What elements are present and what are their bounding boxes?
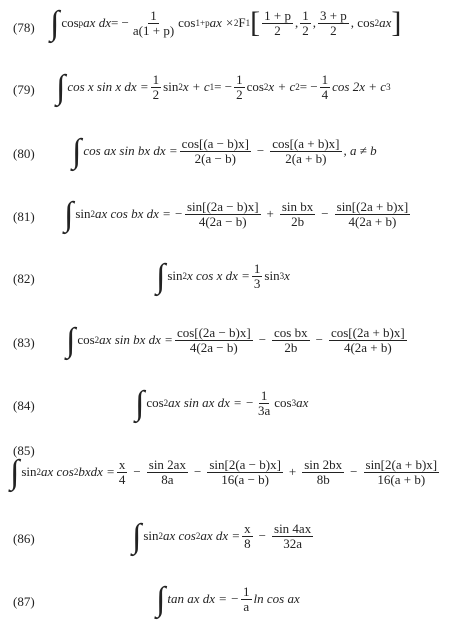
eq85-frac4-den: 8b xyxy=(316,471,330,487)
right-bracket: ] xyxy=(391,6,402,39)
eq86-frac2-den: 32a xyxy=(283,535,302,551)
eq87-lhs: tan ax dx = − xyxy=(167,591,240,606)
eq83-frac2-num: cos bx xyxy=(274,324,308,340)
eq79-lhs: cos x sin x dx = xyxy=(67,79,149,94)
eq85-frac1-num: x xyxy=(118,456,126,472)
eq85-frac1-den: 4 xyxy=(118,471,126,487)
eq79-c2: 2 xyxy=(295,82,300,92)
eq83-cos: cos xyxy=(77,332,95,347)
eq85-minus-2: − xyxy=(193,464,202,479)
eq79-equals-3: = − xyxy=(299,79,318,94)
eq85-power: 2 xyxy=(36,467,41,477)
eq84-rhs-var: ax xyxy=(296,395,309,410)
eq80-frac1-den: 2(a − b) xyxy=(194,150,236,166)
equation-80 xyxy=(72,134,377,168)
eq86-frac1-den: 8 xyxy=(244,535,251,551)
eq78-last: , cos xyxy=(350,15,375,30)
eq83-power: 2 xyxy=(94,335,100,345)
eq81-frac1-den: 4(2a − b) xyxy=(198,213,247,229)
integral-sign: ∫ xyxy=(10,454,20,491)
eq83-frac3-den: 4(2a + b) xyxy=(343,339,392,355)
integral-sign: ∫ xyxy=(132,518,142,555)
equation-number-84: (84) xyxy=(13,398,35,413)
eq79-c3: 3 xyxy=(386,82,391,92)
equation-number-81: (81) xyxy=(13,209,35,224)
eq81-frac2-den: 2b xyxy=(291,213,305,229)
eq85-frac5-num: sin[2(a + b)x] xyxy=(365,456,438,472)
eq85-frac5 xyxy=(364,458,440,487)
eq79-c1: 1 xyxy=(209,82,215,92)
eq85-plus: + xyxy=(288,464,297,479)
eq83-frac3-num: cos[(2a + b)x] xyxy=(330,324,405,340)
eq86-frac2-num: sin 4ax xyxy=(274,520,312,536)
eq78-integrand: cos xyxy=(61,15,79,30)
eq83-lhs: ax sin bx dx = xyxy=(99,332,173,347)
eq79-term3: cos 2x + c xyxy=(332,79,387,94)
eq78-power: p xyxy=(78,18,84,28)
eq81-frac3 xyxy=(335,200,411,229)
eq86-lhs: ax cos xyxy=(163,528,196,543)
eq79-frac3-den: 4 xyxy=(321,86,329,102)
eq79-frac1 xyxy=(151,73,162,102)
integral-sign: ∫ xyxy=(64,196,74,233)
eq85-frac2-den: 8a xyxy=(161,471,174,487)
eq85-lhs: ax cos xyxy=(41,464,74,479)
eq79-equals-2: = − xyxy=(214,79,233,94)
eq78-sub1: 1 xyxy=(245,18,251,28)
equation-79 xyxy=(56,70,391,104)
integral-sign: ∫ xyxy=(72,133,82,170)
eq82-frac-den: 3 xyxy=(253,275,261,291)
equation-number-83: (83) xyxy=(13,335,35,350)
equation-78: ∫ cos p ax dx = − $\frac{1}{a(1 + p)}$ cos 1+p ax × 2 F 1 [ $\frac{1 + p}{2}$ , $\frac{1}{2}$ , $\frac{3 + p}{2}$ , cos 2 ax ] xyxy=(50,5,402,42)
eq78-equals: = − xyxy=(110,15,129,30)
eq80-frac1-num: cos[(a − b)x] xyxy=(181,135,249,151)
eq87-frac xyxy=(241,585,252,614)
eq87-frac-num: 1 xyxy=(243,583,250,599)
eq78-arg3-den: 2 xyxy=(330,22,337,38)
eq82-rhs-power: 3 xyxy=(279,271,285,281)
eq84-lhs: ax sin ax dx = − xyxy=(168,395,254,410)
eq83-frac2 xyxy=(272,326,310,355)
equation-number-85: (85) xyxy=(13,443,35,458)
eq86-lhs-3: ax dx = xyxy=(200,528,241,543)
eq85-frac2-num: sin 2ax xyxy=(148,456,186,472)
eq86-power-2: 2 xyxy=(195,531,201,541)
eq82-rhs-var: x xyxy=(284,268,290,283)
eq78-cos-power: 1+p xyxy=(195,18,210,28)
eq81-frac3-den: 4(2a + b) xyxy=(348,213,397,229)
eq78-numerator: 1 xyxy=(150,7,157,23)
eq81-frac2-num: sin bx xyxy=(281,198,314,214)
eq87-frac-den: a xyxy=(243,598,250,614)
eq82-rhs-sin: sin xyxy=(264,268,280,283)
eq80-frac2-den: 2(a + b) xyxy=(285,150,327,166)
eq80-frac2-num: cos[(a + b)x] xyxy=(272,135,340,151)
eq82-power: 2 xyxy=(182,271,187,281)
eq83-frac1-num: cos[(2a − b)x] xyxy=(176,324,251,340)
eq85-frac4-num: sin 2bx xyxy=(304,456,343,472)
eq82-sin: sin xyxy=(167,268,183,283)
equation-83 xyxy=(66,323,409,357)
eq85-frac3-num: sin[2(a − b)x] xyxy=(209,456,281,472)
eq78-cos-arg: ax × xyxy=(209,15,234,30)
equation-number-86: (86) xyxy=(13,531,35,546)
eq79-frac3-num: 1 xyxy=(321,71,329,87)
eq81-plus: + xyxy=(266,206,274,221)
eq79-frac2-den: 2 xyxy=(236,86,243,102)
eq83-frac1-den: 4(2a − b) xyxy=(189,339,238,355)
eq78-arg1-num: 1 + p xyxy=(264,7,291,23)
eq81-sin: sin xyxy=(75,206,91,221)
eq82-frac xyxy=(252,262,263,291)
equation-number-78: (78) xyxy=(13,20,35,35)
left-bracket: [ xyxy=(250,6,261,39)
eq85-frac2 xyxy=(147,458,188,487)
eq85-sin: sin xyxy=(21,464,37,479)
eq86-frac1 xyxy=(242,522,253,551)
eq78-hypergeometric: F xyxy=(238,15,246,30)
eq80-condition: , a ≠ b xyxy=(343,143,377,158)
eq85-frac1 xyxy=(117,458,128,487)
eq83-frac3 xyxy=(329,326,407,355)
equation-81 xyxy=(64,197,412,231)
eq81-frac2 xyxy=(280,200,315,229)
eq85-lhs-3: bxdx = xyxy=(78,464,115,479)
eq86-frac2 xyxy=(272,522,313,551)
equation-number-82: (82) xyxy=(13,271,35,286)
eq86-minus: − xyxy=(258,528,267,543)
eq81-frac1 xyxy=(185,200,261,229)
eq78-sub2: 2 xyxy=(233,18,239,28)
eq78-last-power: 2 xyxy=(374,18,380,28)
eq82-lhs: x cos x dx = xyxy=(187,268,250,283)
eq78-arg2 xyxy=(300,9,311,38)
eq85-minus-4: − xyxy=(350,464,358,479)
equation-85 xyxy=(10,455,441,489)
integral-sign: ∫ xyxy=(156,581,166,618)
eq81-lhs: ax cos bx dx = − xyxy=(95,206,183,221)
equation-number-80: (80) xyxy=(13,146,35,161)
integral-sign: ∫ xyxy=(56,69,66,106)
eq81-frac3-num: sin[(2a + b)x] xyxy=(336,198,409,214)
eq78-denominator: a(1 + p) xyxy=(132,22,175,38)
eq87-rhs: ln cos ax xyxy=(253,591,300,606)
eq80-minus: − xyxy=(256,143,265,158)
eq79-frac3 xyxy=(320,73,331,102)
eq78-arg2-num: 1 xyxy=(302,7,309,23)
eq84-rhs-power: 3 xyxy=(291,398,297,408)
eq84-rhs-cos: cos xyxy=(274,395,292,410)
eq81-frac1-num: sin[(2a − b)x] xyxy=(186,198,259,214)
eq81-minus: − xyxy=(321,206,329,221)
eq81-power: 2 xyxy=(90,209,95,219)
eq85-frac3-den: 16(a − b) xyxy=(221,471,269,487)
eq78-last-arg: ax xyxy=(379,15,392,30)
eq79-cos-power: 2 xyxy=(263,82,269,92)
eq80-lhs: cos ax sin bx dx = xyxy=(83,143,178,158)
eq85-minus-1: − xyxy=(133,464,141,479)
eq85-frac4 xyxy=(302,458,344,487)
eq79-frac1-num: 1 xyxy=(152,71,160,87)
eq79-frac1-den: 2 xyxy=(152,86,160,102)
integral-sign: ∫ xyxy=(135,385,145,422)
equation-87 xyxy=(156,582,300,616)
eq83-minus-2: − xyxy=(315,332,323,347)
integral-sign: ∫ xyxy=(66,322,76,359)
eq84-frac-num: 1 xyxy=(260,387,268,403)
eq79-sin-power: 2 xyxy=(178,82,183,92)
eq82-frac-num: 1 xyxy=(253,260,261,276)
integral-sign: ∫ xyxy=(156,258,166,295)
eq80-frac1 xyxy=(180,137,251,166)
eq78-fraction xyxy=(131,9,176,38)
eq79-cos: cos xyxy=(246,79,264,94)
eq83-frac2-den: 2b xyxy=(284,339,298,355)
eq79-frac2 xyxy=(234,73,245,102)
eq78-cos: cos xyxy=(178,15,196,30)
eq83-minus: − xyxy=(258,332,267,347)
eq86-sin: sin xyxy=(143,528,159,543)
eq79-frac2-num: 1 xyxy=(236,71,243,87)
eq84-frac xyxy=(256,389,272,418)
eq84-cos: cos xyxy=(146,395,164,410)
eq84-frac-den: 3a xyxy=(257,402,271,418)
eq85-frac5-den: 16(a + b) xyxy=(377,471,426,487)
equation-82 xyxy=(156,259,290,293)
equation-number-79: (79) xyxy=(13,82,35,97)
eq80-frac2 xyxy=(270,137,341,166)
eq78-arg3 xyxy=(318,9,349,38)
eq78-arg2-den: 2 xyxy=(302,22,309,38)
eq78-var: ax dx xyxy=(83,15,111,30)
integral-sign: ∫ xyxy=(50,5,60,42)
eq79-term1: x + c xyxy=(182,79,210,94)
eq85-power-2: 2 xyxy=(73,467,79,477)
eq85-frac3 xyxy=(207,458,283,487)
eq84-power: 2 xyxy=(163,398,169,408)
eq79-term2: x + c xyxy=(268,79,296,94)
equation-84 xyxy=(135,386,308,420)
eq78-arg3-num: 3 + p xyxy=(319,7,347,23)
eq83-frac1 xyxy=(175,326,253,355)
equation-86 xyxy=(132,519,315,553)
eq79-sin: sin xyxy=(163,79,179,94)
eq86-power: 2 xyxy=(158,531,163,541)
equation-number-87: (87) xyxy=(13,594,35,609)
eq86-frac1-num: x xyxy=(244,520,251,536)
eq78-arg1-den: 2 xyxy=(274,22,281,38)
eq78-arg1 xyxy=(262,9,293,38)
